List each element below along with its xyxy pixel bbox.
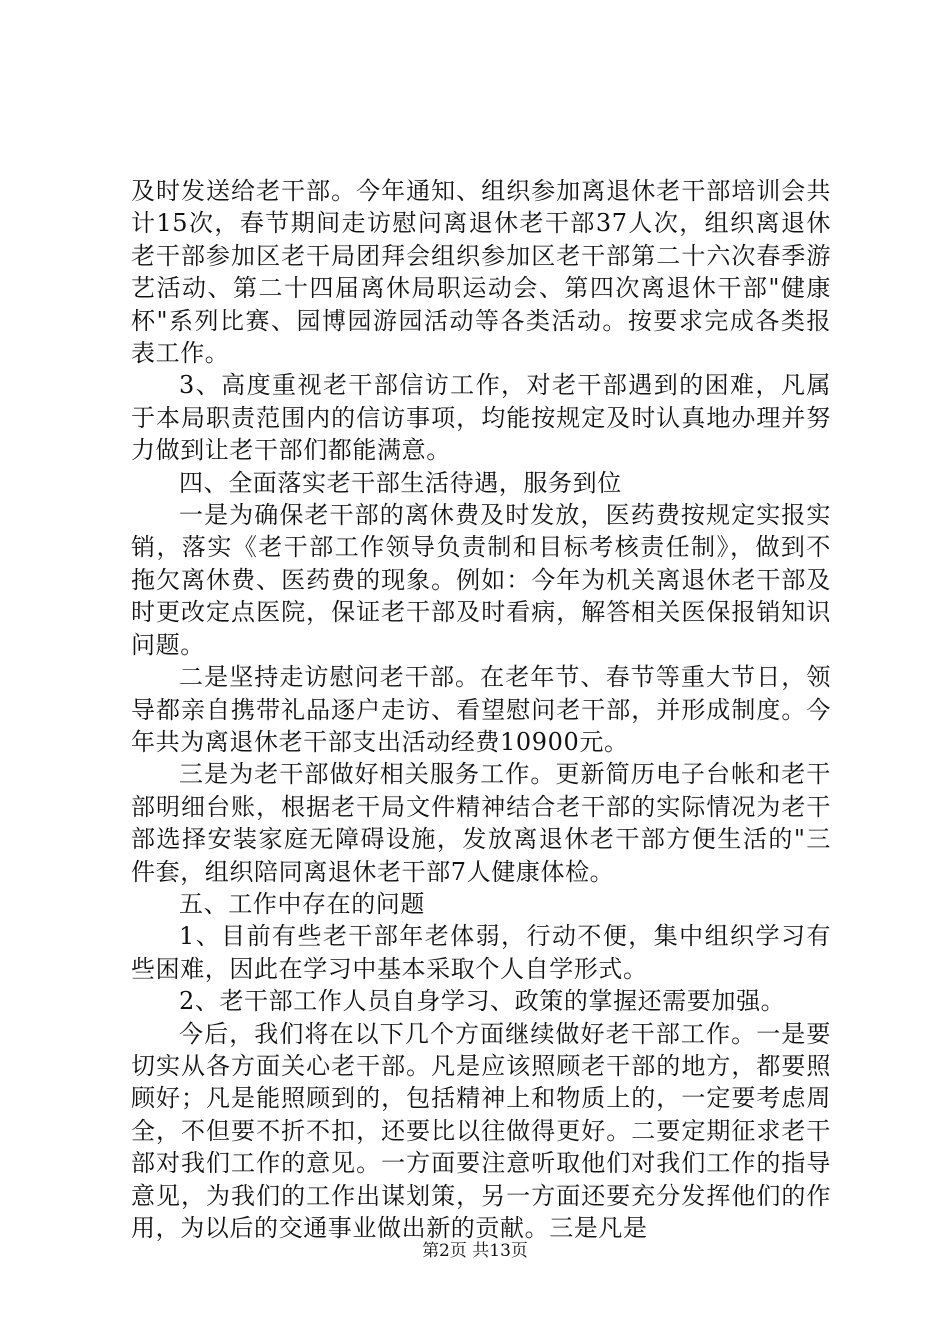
paragraph-10: 今后，我们将在以下几个方面继续做好老干部工作。一是要切实从各方面关心老干部。凡是应该照顾老干部的地方，都要照顾好；凡是能照顾到的，包括精神上和物质上的，一定要考虑周全，不但要不折不扣，还要比以往做得更好。二要定期征求老干部对我们工作的意见。一方面要注意听取他们对我们工作的指导意见，为我们的工作出谋划策，另一方面还要充分发挥他们的作用，为以后的交通事业做出新的贡献。三是凡是: [131, 1019, 831, 1242]
paragraph-9: 2、老干部工作人员自身学习、政策的掌握还需要加强。: [179, 987, 786, 1016]
page-number-footer: 第2页 共13页: [422, 1241, 528, 1261]
section-heading-5: 五、工作中存在的问题: [179, 889, 425, 918]
paragraph-8: 1、目前有些老干部年老体弱，行动不便，集中组织学习有些困难，因此在学习中基本采取个人自学形式。: [131, 922, 831, 983]
section-heading-4: 四、全面落实老干部生活待遇，服务到位: [179, 468, 622, 497]
paragraph-4: 一是为确保老干部的离休费及时发放，医药费按规定实报实销，落实《老干部工作领导负责制和目标考核责任制》，做到不拖欠离休费、医药费的现象。例如：今年为机关离退休老干部及时更改定点医院，保证老干部及时看病，解答相关医保报销知识问题。: [131, 501, 831, 659]
document-body: [131, 175, 831, 1244]
paragraph-2: 3、高度重视老干部信访工作，对老干部遇到的困难，凡属于本局职责范围内的信访事项，均能按规定及时认真地办理并努力做到让老干部们都能满意。: [131, 371, 831, 465]
paragraph-1: 及时发送给老干部。今年通知、组织参加离退休老干部培训会共计15次，春节期间走访慰问离退休老干部37人次，组织离退休老干部参加区老干局团拜会组织参加区老干部第二十六次春季游艺活动、第二十四届离休局职运动会、第四次离退休干部"健康杯"系列比赛、园博园游园活动等各类活动。按要求完成各类报表工作。: [131, 177, 831, 368]
paragraph-6: 三是为老干部做好相关服务工作。更新简历电子台帐和老干部明细台账，根据老干局文件精神结合老干部的实际情况为老干部选择安装家庭无障碍设施，发放离退休老干部方便生活的"三件套，组织陪同离退休老干部7人健康体检。: [131, 760, 831, 886]
paragraph-5: 二是坚持走访慰问老干部。在老年节、春节等重大节日，领导都亲自携带礼品逐户走访、看望慰问老干部，并形成制度。今年共为离退休老干部支出活动经费10900元。: [131, 663, 831, 756]
